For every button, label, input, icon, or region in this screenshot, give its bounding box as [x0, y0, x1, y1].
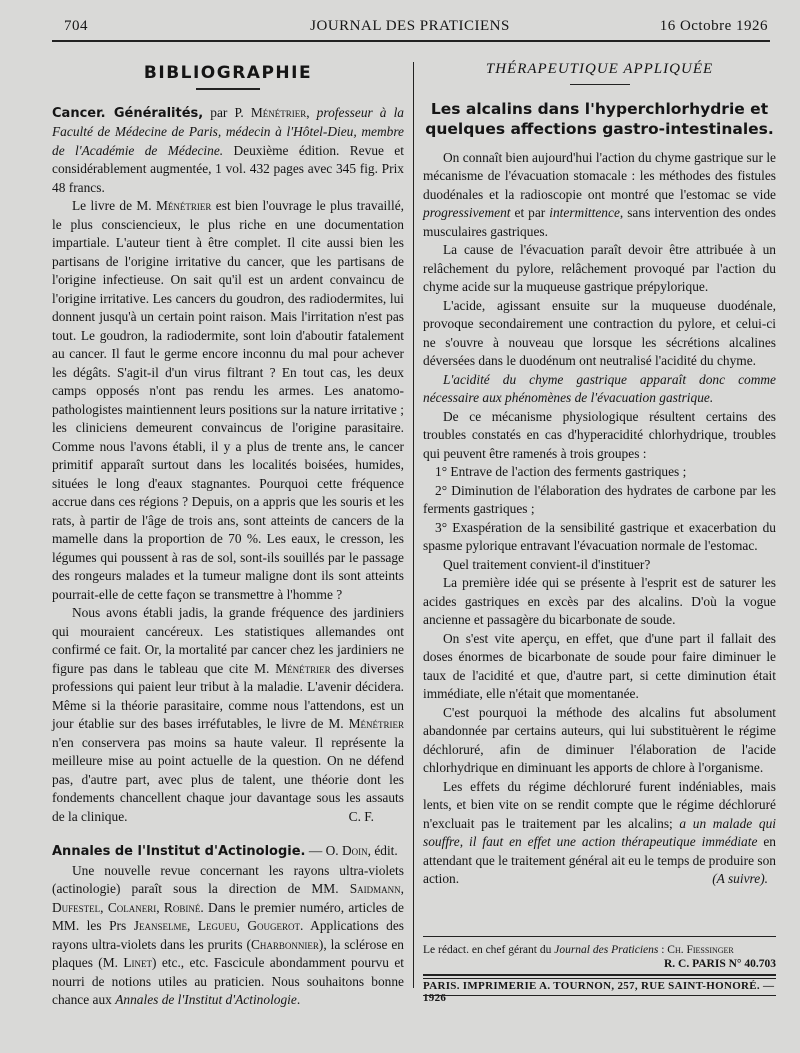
list-item: 2° Diminution de l'élaboration des hydrates de carbone par les ferments gastriques ;	[423, 482, 776, 516]
header-rule	[52, 40, 770, 42]
page-number: 704	[64, 18, 88, 34]
book-details: Deuxième édition. Revue et considérablement augmentée, 1 vol. 432 pages avec 345 fig. Prix 48 francs.	[52, 142, 404, 195]
article-paragraph-4: L'acidité du chyme gastrique apparaît donc comme nécessaire aux phénomènes de l'évacuation gastrique.	[423, 371, 776, 405]
article-paragraph-6: Quel traitement convient-il d'instituer?	[443, 556, 651, 572]
to-be-continued: (A suivre).	[712, 871, 768, 886]
article-paragraph-7: La première idée qui se présente à l'esprit est de saturer les acides gastriques en excès par des alcalins. D'où la vogue ancienne et passagère du bicarbonate de soude.	[423, 575, 776, 627]
review-paragraph-1: Le livre de M. Ménétrier est bien l'ouvrage le plus travaillé, le plus consciencieux, le plus riche en une documentation impartiale. L'auteur tient à être complet. Il cite aussi bien les partisans de l'origine irritative du cancer, que les partisans de l'origine infectieuse. On sait qu'il est un ardent convaincu de l'origine irritative. Les cancers du goudron, des radiodermites, lui donnent jusqu'à un certain point raison. Mais l'irritation n'est pas tout. Le goudron, la radiodermite, sont loin d'aboutir fatalement au cancer. Il faut le germe encore inconnu du mal pour achever les dégâts. S'agit-il d'un virus filtrant ? En tout cas, les deux camps opposés n'ont pas rendu les armes. Les anatomo-pathologistes maintiennent leurs positions sur la nature irritative ; les cliniciens demeurent convaincus de l'origine parasitaire. Comme nous l'avons établi, il y a plus de trente ans, le cancer primitif apparaît surtout dans les localités boisées, humides, situées le long d'eaux stagnantes. Pourquoi cette fréquence accrue dans ces régions ? Depuis, on a appris que les souris et les rats, à partir de l'âge de trois ans, sont atteints de cancers de la mamelle dans la proportion de 70 %. Les eaux, le cresson, les légumes qui poussent à ras de sol, sont-ils souillés par le passage des rongeurs malades et la tumeur maligne dont ils sont atteints pourrait-elle de cette façon se transmettre à l'homme ?	[52, 198, 404, 602]
annales-paragraph: Une nouvelle revue concernant les rayons ultra-violets (actinologie) paraît sous la direction de MM. Saidmann, Dufestel, Colaneri, Robiné. Dans le premier numéro, articles de MM. les Prs Jeanselme, Legueu, Gougerot. Applications des rayons ultra-violets dans les prurits (Charbonnier), la sclérose en plaques (M. Linet) etc., etc. Fascicule abondamment pourvu et nourri de notions utiles au praticien. Nous souhaitons bonne chance aux Annales de l'Institut d'Actinologie.	[52, 862, 405, 1007]
article-paragraph-1: On connaît bien aujourd'hui l'action du chyme gastrique sur le mécanisme de l'évacuation stomacale : les méthodes des fistules duodénales et la radioscopie ont montré que l'estomac se vide progressivement et par intermittence, sans intervention des ondes musculaires gastriques.	[423, 149, 777, 239]
article-paragraph-2: La cause de l'évacuation paraît devoir être attribuée à un relâchement du pylore, relâchement provoqué par l'action du chyme acide sur la muqueuse gastrique prépylorique.	[423, 242, 776, 294]
footer-bottom-rule	[423, 995, 776, 996]
list-item: 1° Entrave de l'action des ferments gastriques ;	[435, 464, 687, 479]
title-rule	[196, 88, 260, 90]
therapeutics-column	[423, 56, 776, 889]
article-paragraph-5: De ce mécanisme physiologique résultent certains des troubles constatés en cas d'hyperacidité chlorhydrique, troubles qui peuvent être ramenés à trois groupes :	[423, 408, 776, 461]
list-item: 3° Exaspération de la sensibilité gastrique et exacerbation du spasme pylorique entravant l'évacuation normale de l'estomac.	[423, 519, 776, 553]
article-paragraph-10: Les effets du régime déchloruré furent indéniables, mais lents, et bien vite on se rendit compte que le régime déchloruré n'excluait pas le traitement par les alcalins; a un malade qui souffre, il faut en effet une action thérapeutique immédiate en attendant que le traitement général ait eu le temps de produire son action. (A suivre).	[423, 778, 776, 889]
book-entry-annales: Annales de l'Institut d'Actinologie. — O. Doin, édit.	[52, 843, 398, 859]
article-title: Les alcalins dans l'hyperchlorhydrie et quelques affections gastro-intestinales.	[425, 99, 774, 138]
footer-rule	[423, 936, 776, 937]
article-paragraph-8: On s'est vite aperçu, en effet, que d'une part il fallait des doses énormes de bicarbonate de soude pour faire diminuer le taux de l'acidité et que, d'autre part, si cette diminution était immédiate, elle n'était que momentanée.	[423, 630, 776, 701]
article-paragraph-3: L'acide, agissant ensuite sur la muqueuse duodénale, provoque secondairement une contraction du pylore, et celui-ci ne s'ouvre à nouveau que lorsque les sécrétions alcalines déversées dans le duodénum ont neutralisé l'acidité du chyme.	[423, 297, 776, 368]
bibliography-column	[52, 56, 404, 1010]
review-signature: C. F.	[348, 808, 374, 824]
section-rule	[570, 84, 630, 85]
issue-date: 16 Octobre 1926	[659, 18, 768, 34]
editor-credit: Le rédact. en chef gérant du Journal des Praticiens : Ch. Fiessinger R. C. PARIS N° 40.703	[423, 944, 776, 970]
book-entry-cancer: Cancer. Généralités, par P. Ménétrier, professeur à la Faculté de Médecine de Paris, médecin à l'Hôtel-Dieu, membre de l'Académie de Médecine. Deuxième édition. Revue et considérablement augmentée, 1 vol. 432 pages avec 345 fig. Prix 48 francs.	[52, 104, 404, 195]
footer-double-rule	[423, 974, 776, 979]
section-title-therapeutique: THÉRAPEUTIQUE APPLIQUÉE	[485, 61, 714, 77]
author-affiliation: professeur à la Faculté de Médecine de Paris, médecin à l'Hôtel-Dieu, membre de l'Académie de Médecine.	[52, 104, 404, 158]
section-title-bibliography: BIBLIOGRAPHIE	[143, 63, 313, 83]
author-name: Ménétrier,	[250, 104, 310, 120]
article-paragraph-9: C'est pourquoi la méthode des alcalins fut absolument abandonnée par certains auteurs, qui lui substituèrent le régime déchloruré, afin de diminuer l'élaboration de l'acide chlorhydrique en diminuant les apports de chlore à l'organisme.	[423, 704, 776, 775]
column-divider	[413, 62, 414, 988]
running-head	[52, 18, 768, 42]
journal-entry-title: Annales de l'Institut d'Actinologie.	[52, 844, 306, 859]
publisher-name: Doin	[341, 843, 368, 858]
book-title: Cancer. Généralités,	[52, 105, 204, 121]
review-paragraph-2: Nous avons établi jadis, la grande fréquence des jardiniers qui mouraient cancéreux. Les statistiques allemandes ont confirmé ce fait. Or, la mortalité par cancer chez les jardiniers ne figure pas dans le tableau que cite M. Ménétrier des diverses professions qui paient leur tribut à la maladie. L'avenir décidera. Même si la théorie parasitaire, comme nous l'attendons, est un jour établie sur des bases irréfutables, le livre de M. Ménétrier n'en conservera pas moins sa haute valeur. Il représente la meilleure mise au point actuelle de la question. On ne défend pas, d'autre part, avec plus de talent, une théorie dont les fondements chancellent chaque jour davantage sous les assauts de la clinique. C. F.	[52, 604, 404, 826]
registry-number: R. C. PARIS N° 40.703	[663, 958, 776, 970]
printer-imprint: PARIS. IMPRIMERIE A. TOURNON, 257, RUE SAINT-HONORÉ. — 1926	[423, 980, 775, 1004]
journal-title: JOURNAL DES PRATICIENS	[310, 18, 510, 34]
